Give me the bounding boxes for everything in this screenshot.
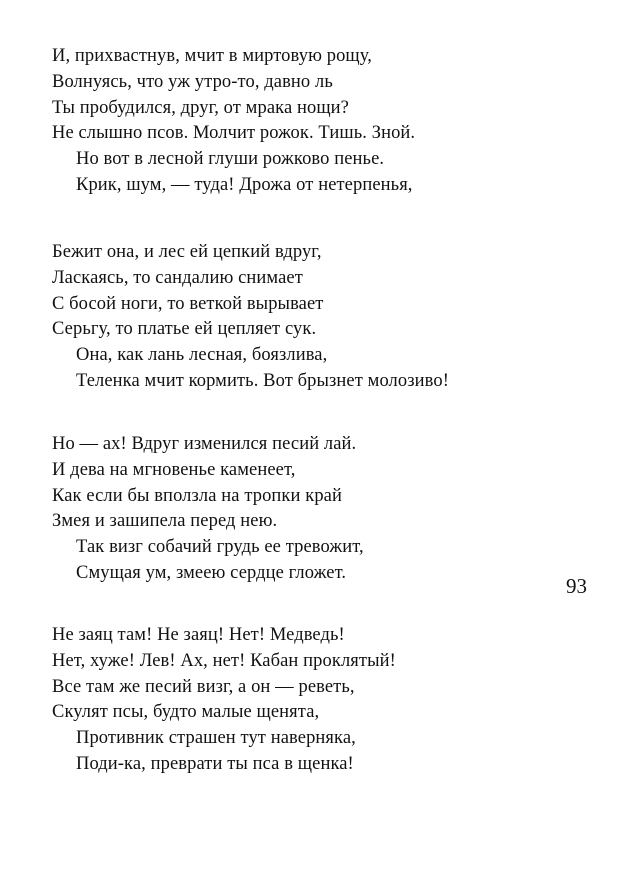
verse-line-indented: Но вот в лесной глуши рожково пенье. <box>76 149 385 170</box>
verse-line: Ты пробудился, друг, от мрака нощи? <box>52 97 349 118</box>
page-number: 93 <box>566 574 587 598</box>
stanza-4 <box>52 623 552 778</box>
verse-line: И, прихвастнув, мчит в миртовую рощу, <box>52 46 372 66</box>
verse-line: Серьгу, то платье ей цепляет сук. <box>52 319 317 340</box>
verse-line: Не слышно псов. Молчит рожок. Тишь. Зной. <box>52 123 416 144</box>
stanza-1 <box>52 44 552 199</box>
verse-line: Змея и зашипела перед нею. <box>52 511 278 532</box>
verse-line-indented: Она, как лань лесная, боязлива, <box>76 345 328 366</box>
verse-line: Но — ах! Вдруг изменился песий лай. <box>52 434 357 454</box>
verse-line: Не заяц там! Не заяц! Нет! Медведь! <box>52 625 345 645</box>
verse-line: И дева на мгновенье каменеет, <box>52 459 296 480</box>
stanza-2 <box>52 240 552 395</box>
verse-line: Как если бы вползла на тропки край <box>52 485 342 506</box>
verse-line-indented: Смущая ум, змеею сердце гложет. <box>76 562 347 583</box>
verse-line: Нет, хуже! Лев! Ах, нет! Кабан проклятый! <box>52 650 396 671</box>
verse-line-indented: Крик, шум, — туда! Дрожа от нетерпенья, <box>76 174 413 195</box>
verse-line: С босой ноги, то веткой вырывает <box>52 293 324 314</box>
verse-line-indented: Так визг собачий грудь ее тревожит, <box>76 537 364 558</box>
verse-line-indented: Противник страшен тут наверняка, <box>76 728 356 749</box>
stanza-3 <box>52 432 552 587</box>
verse-line: Ласкаясь, то сандалию снимает <box>52 267 303 288</box>
verse-line-indented: Теленка мчит кормить. Вот брызнет молозиво! <box>76 370 449 391</box>
verse-line: Все там же песий визг, а он — реветь, <box>52 676 355 697</box>
verse-line-indented: Поди-ка, преврати ты пса в щенка! <box>76 753 354 774</box>
verse-line: Волнуясь, что уж утро-то, давно ль <box>52 71 333 92</box>
verse-line: Бежит она, и лес ей цепкий вдруг, <box>52 242 322 262</box>
verse-line: Скулят псы, будто малые щенята, <box>52 702 320 723</box>
